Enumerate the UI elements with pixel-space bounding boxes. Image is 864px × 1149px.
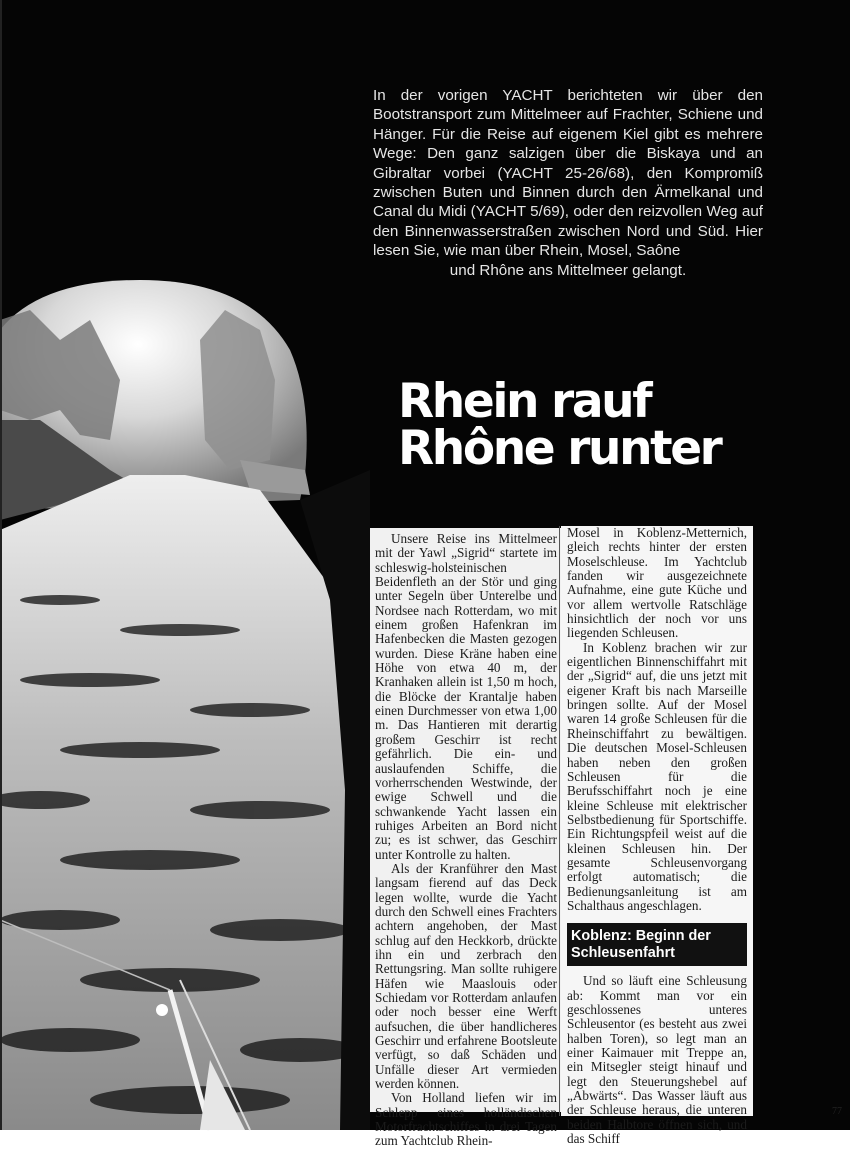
headline-line-1: Rhein rauf <box>398 374 651 429</box>
scan-edge-right <box>850 0 864 1130</box>
column-2-paragraph-2: In Koblenz brachen wir zur eigentlichen Binnenschiffahrt mit der „Sigrid“ auf, die uns jetzt mit eigener Kraft bis nach Marseille bringen sollte. Auf der Mosel waren 14 große Schleusen für die Rheinschiffahrt zu bewältigen. Die deutschen Mosel-Schleusen haben neben den großen Schleusen für die Berufsschiffahrt noch je eine kleine Schleuse mit elektrischer Selbstbedienung für Sportschiffe. Ein Richtungspfeil weist auf die kleinen Schleusen hin. Der gesamte Schleusenvorgang erfolgt automatisch; die Bedienungsanleitung ist am Schalthaus angeschlagen. <box>567 639 747 913</box>
intro-text <box>373 86 763 280</box>
scan-edge-left <box>0 0 2 1130</box>
column-1-paragraph-2: Als der Kranführer den Mast langsam fierend auf das Deck legen wollte, wurde die Yacht durch den Schwell eines Frachters achtern angehoben, der Mast schlug auf den Heckkorb, drückte ihn ein und zerbrach den Rettungsring. Man sollte ruhigere Häfen wie Maaslouis oder Schiedam vor Rotterdam anlaufen oder noch besser eine Werft aufsuchen, die über handlicheres Geschirr und erfahrene Bootsleute verfügt, so daß Schäden und Unfälle dieser Art vermieden werden können. <box>375 860 557 1092</box>
column-1-paragraph-3: Von Holland liefen wir im Schlepp eines holländischen Motorfrachtschiffes in drei Tagen zum Yachtclub Rhein- <box>375 1090 557 1149</box>
column-2-paragraph-3: Und so läuft eine Schleusung ab: Kommt man vor ein geschlossenes unteres Schleusentor (es besteht aus zwei halben Toren), so legt man an einer Kaimauer mit Treppe an, ein Mitsegler steigt hinauf und legt den Steuerungshebel auf „Abwärts“. Das Wasser läuft aus der Schleuse heraus, die unteren beiden Halbtore öffnen sich, und das Schiff <box>567 973 747 1147</box>
article-column-2 <box>561 525 753 1147</box>
article-column-1 <box>370 528 561 1149</box>
column-rule <box>559 526 560 1116</box>
tunnel-photo <box>0 270 370 1130</box>
subhead-line-1: Koblenz: Beginn der <box>571 928 711 945</box>
intro-last-line: und Rhône ans Mittelmeer gelangt. <box>449 261 687 279</box>
section-subhead <box>567 923 747 966</box>
column-2-paragraph-1: Mosel in Koblenz-Metternich, gleich rechts hinter der ersten Moselschleuse. Im Yachtclub fanden wir ausgezeichnete Aufnahme, eine gute Küche und vor allem wertvolle Ratschläge hinsichtlich der noch vor uns liegenden Schleusen. <box>567 525 747 641</box>
headline <box>398 374 721 476</box>
headline-line-2: Rhône runter <box>398 421 721 476</box>
page-number: 77 <box>832 1106 842 1117</box>
column-1-paragraph-1: Unsere Reise ins Mittelmeer mit der Yawl „Sigrid“ startete im schleswig-holsteinischen Beidenfleth an der Stör und ging unter Segeln über Unterelbe und Nordsee nach Rotterdam, wo mit einem großen Hafenkran im Hafenbecken die Masten gezogen wurden. Diese Kräne haben eine Höhe von etwa 40 m, der Kranhaken allein ist 1,50 m hoch, die Blöcke der Krantalje haben einen Durchmesser von etwa 1,00 m. Das Hantieren mit derartig großem Geschirr ist recht gefährlich. Die ein- und auslaufenden Schiffe, die vorherrschenden Westwinde, der ewige Schwell und die schwankende Yacht lassen ein ruhiges Arbeiten an Bord nicht zu; es ist schwer, das Geschirr unter Kontrolle zu halten. <box>375 531 557 862</box>
subhead-line-2: Schleusenfahrt <box>571 945 675 962</box>
intro-paragraph: In der vorigen YACHT berichteten wir über den Bootstransport zum Mittelmeer auf Frachter, Schiene und Hänger. Für die Reise auf eigenem Kiel gibt es mehrere Wege: Den ganz salzigen über die Biskaya und an Gibraltar vorbei (YACHT 25-26/68), den Kompromiß zwischen Buten und Binnen durch den Ärmelkanal und Canal du Midi (YACHT 5/69), oder den reizvollen Weg auf den Binnenwasserstraßen zwischen Nord und Süd. Hier lesen Sie, wie man über Rhein, Mosel, Saône <box>373 87 763 260</box>
